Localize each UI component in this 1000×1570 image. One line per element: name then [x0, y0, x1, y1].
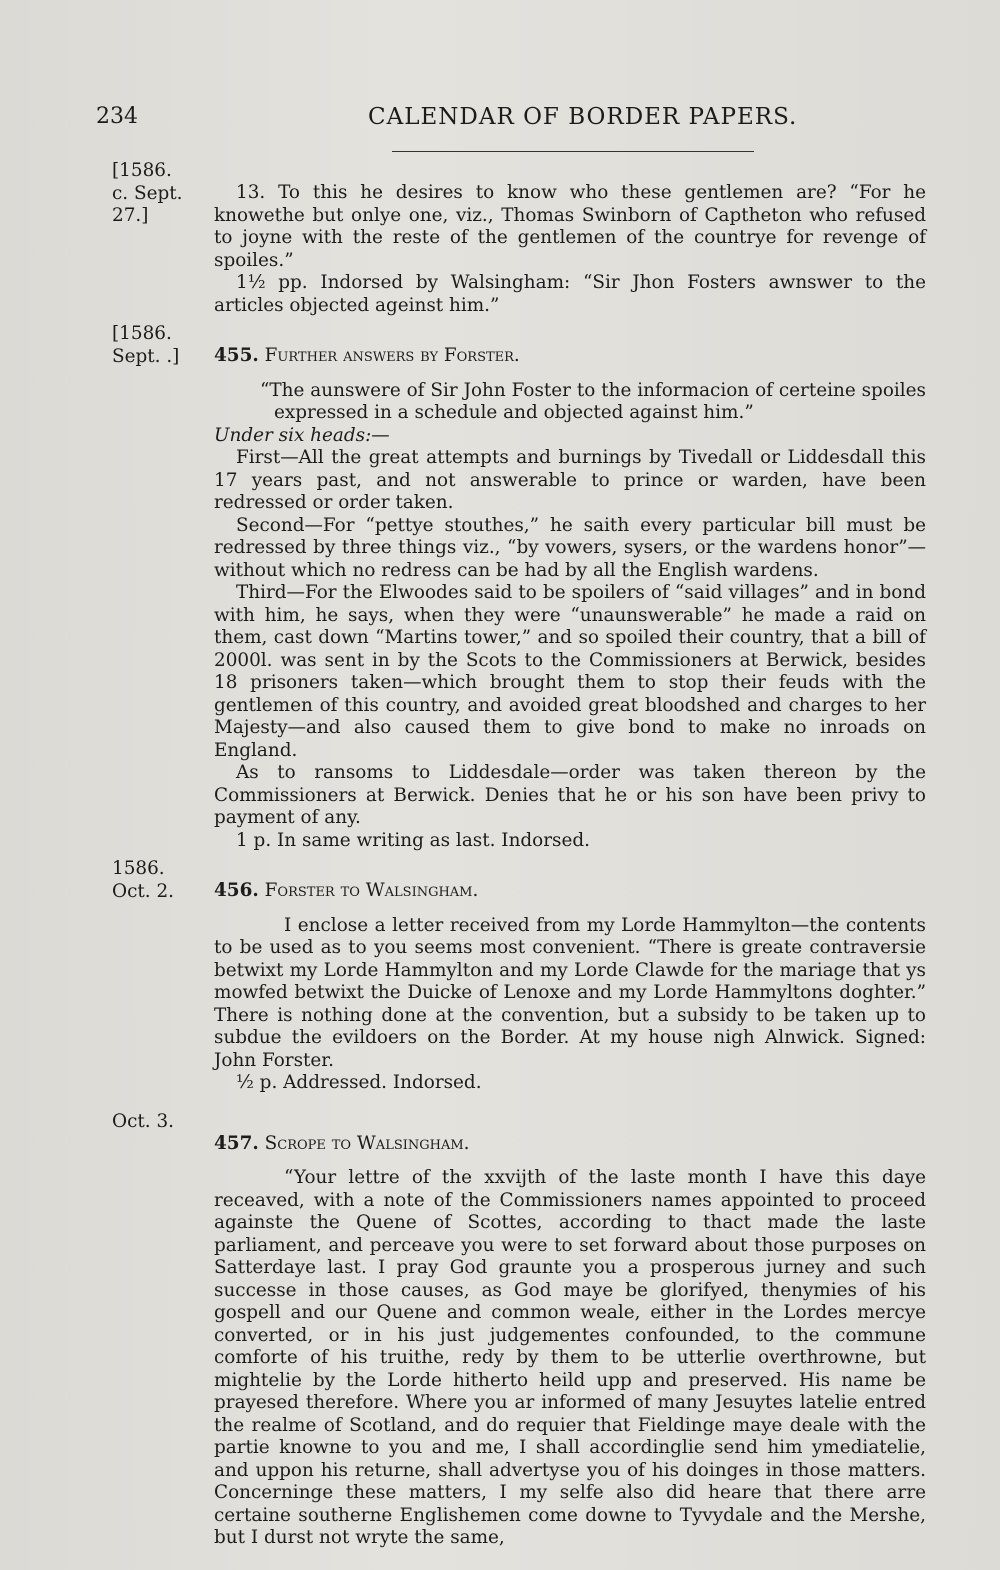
entry-title: Scrope to Walsingham.: [264, 1132, 470, 1154]
calendar-entry: [96, 160, 926, 317]
calendar-entry: [96, 858, 926, 1095]
entry-day: Oct. 2.: [112, 880, 175, 902]
entry-year: [1586.: [112, 323, 172, 344]
entry-date: [96, 1111, 214, 1550]
entry-paragraph: First—All the great attempts and burnings by Tivedall or Liddesdall this 17 years past, and not answerable to prince or warden, have been redressed or order taken.: [214, 447, 926, 513]
entry-heading: [214, 880, 926, 903]
entry-number: 457.: [214, 1132, 259, 1154]
entry-year: 1586.: [112, 858, 165, 879]
entry-endorsement: 1½ pp. Indorsed by Walsingham: “Sir Jhon Fosters awnswer to the articles objected ageinst him.”: [214, 272, 926, 316]
entry-heading: [214, 1133, 926, 1156]
entry-year: [1586.: [112, 160, 172, 181]
entry-day: Sept. .]: [112, 345, 180, 367]
entry-number: 456.: [214, 880, 259, 901]
entry-subhead: Under six heads:—: [214, 424, 390, 446]
header-rule: [392, 151, 754, 152]
entry-date: [96, 323, 214, 852]
entry-date: [96, 858, 214, 1095]
entry-paragraph: Third—For the Elwoodes said to be spoilers of “said villages” and in bond with him, he says, when they were “unaunswerable” he made a raid on them, cast down “Martins tower,” and so spoiled their country, that a bill of 2000l. was sent in by the Scots to the Commissioners at Berwick, besides 18 prisoners taken—which brought them to stop their feuds with the gentlemen of this country, and avoided great bloodshed and charges to her Majesty—and also caused them to give bond to make no inroads on England.: [214, 582, 926, 761]
page-number: 234: [96, 104, 138, 129]
page-content: [96, 160, 926, 1556]
entry-paragraph: “Your lettre of the xxvijth of the laste month I have this daye receaved, with a note of the Commissioners names appointed to proceed againste the Quene of Scottes, according to thact made the laste parliament, and perceave you were to set forward about those purposes on Satterdaye last. I pray God graunte you a prosperous jurney and such successe in those causes, as God maye be glorifyed, thenymies of his gospell and our Quene and common weale, either in the Lordes mercye converted, or in his just judgementes confounded, to the commune comforte of his truithe, redy by them to be utterlie overthrowne, but mightelie by the Lorde hitherto heild upp and preserved. His name be prayesed therefore. Where you ar informed of many Jesuytes latelie entred the realme of Scotland, and do requier that Fieldinge maye deale with the partie knowne to you and me, I shall accordinglie send him ymediatelie, and uppon his returne, shall advertyse you of his doinges in those matters. Concerninge these matters, I my selfe also did heare that there arre certaine southerne Englishemen come downe to Tyvydale and the Mershe, but I durst not wryte the same,: [214, 1167, 926, 1548]
entry-day: Oct. 3.: [112, 1110, 175, 1132]
entry-body: [214, 858, 926, 1095]
entry-endorsement: 1 p. In same writing as last. Indorsed.: [236, 829, 590, 851]
entry-paragraph: I enclose a letter received from my Lorde Hammylton—the contents to be used as to you seems most convenient. “There is greate contraversie betwixt my Lorde Hammylton and my Lorde Clawde for the mariage that ys mowfed betwixt the Duicke of Lenoxe and my Lorde Hammyltons doghter.” There is nothing done at the convention, but a subsidy to be taken up to subdue the evildoers on the Border. At my house nigh Alnwick. Signed: John Forster.: [214, 914, 926, 1071]
entry-heading: [214, 345, 926, 368]
entry-body: [214, 1111, 926, 1550]
entry-endorsement: ½ p. Addressed. Indorsed.: [236, 1072, 482, 1093]
entry-title: Forster to Walsingham.: [264, 880, 479, 901]
entry-date: [96, 160, 214, 317]
running-title: CALENDAR OF BORDER PAPERS.: [368, 104, 798, 130]
entry-paragraph: 13. To this he desires to know who these gentlemen are? “For he knowethe but onlye one, viz., Thomas Swinborn of Captheton who refused to joyne with the reste of the gentlemen of the countrye for revenge of spoiles.”: [214, 182, 926, 271]
entry-quote: “The aunswere of Sir John Foster to the informacion of certeine spoiles expressed in a schedule and objected against him.”: [260, 379, 926, 423]
entry-day: c. Sept. 27.]: [112, 182, 183, 226]
entry-body: [214, 323, 926, 852]
calendar-entry: [96, 323, 926, 852]
page-header: [96, 104, 920, 144]
entry-body: [214, 160, 926, 317]
entry-paragraph: Second—For “pettye stouthes,” he saith every particular bill must be redressed by three things viz., “by vowers, sysers, or the wardens honor”—without which no redress can be had by all the English wardens.: [214, 514, 926, 581]
entry-title: Further answers by Forster.: [264, 345, 520, 366]
calendar-entry: [96, 1111, 926, 1550]
entry-number: 455.: [214, 345, 259, 366]
entry-paragraph: As to ransoms to Liddesdale—order was taken thereon by the Commissioners at Berwick. Denies that he or his son have been privy to payment of any.: [214, 762, 926, 828]
